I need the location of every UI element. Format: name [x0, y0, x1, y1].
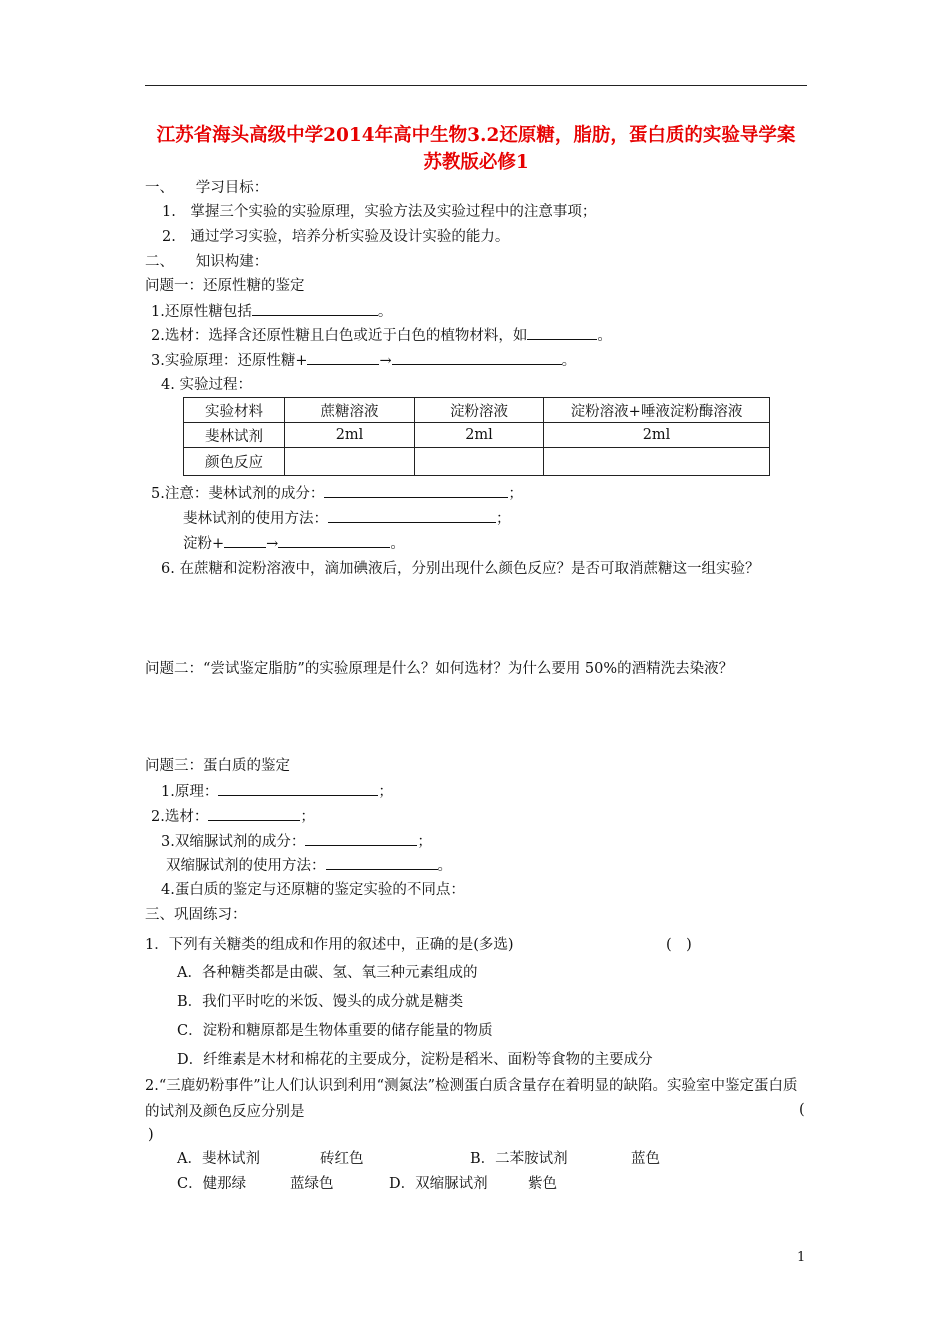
table-header-cell: 蔗糖溶液: [285, 398, 415, 423]
exercise2-option-c-color: 蓝绿色: [290, 1176, 334, 1192]
exercise2-option-d-color: 紫色: [528, 1176, 557, 1192]
exercise2-stem: 2.“三鹿奶粉事件”让人们认识到利用“测氮法”检测蛋白质含量存在着明显的缺陷。实验室中鉴定蛋白质的试剂及颜色反应分别是: [145, 1078, 798, 1120]
fill-blank[interactable]: [218, 781, 378, 796]
fill-blank[interactable]: [328, 508, 496, 523]
table-cell: 颜色反应: [184, 448, 285, 476]
question1-item-1: 1.还原性糖包括 。: [151, 301, 392, 322]
exercise2-option-b: B．二苯胺试剂: [470, 1151, 568, 1167]
table-cell[interactable]: [415, 448, 544, 476]
question3-title: 问题三：蛋白质的鉴定: [145, 758, 290, 774]
table-cell: 2ml: [415, 423, 544, 448]
fill-blank[interactable]: [224, 533, 266, 548]
question3-item-2: 2.选材： ；: [151, 806, 315, 827]
table-cell: 斐林试剂: [184, 423, 285, 448]
exercise1-answer-paren[interactable]: ( ): [666, 937, 692, 953]
question1-item-4: 4. 实验过程：: [161, 377, 252, 393]
fill-blank[interactable]: [305, 831, 417, 846]
exercise2-option-d: D．双缩脲试剂: [389, 1176, 488, 1192]
table-header-cell: 淀粉溶液: [415, 398, 544, 423]
fill-blank[interactable]: [392, 350, 562, 365]
objective-item-1: 1. 掌握三个实验的实验原理，实验方法及实验过程中的注意事项；: [162, 204, 597, 220]
fill-blank[interactable]: [324, 483, 508, 498]
question2: 问题二：“尝试鉴定脂肪”的实验原理是什么？如何选材？为什么要用 50%的酒精洗去染液？: [145, 661, 734, 677]
exercise1-option-c: C．淀粉和糖原都是生物体重要的储存能量的物质: [177, 1023, 493, 1039]
question1-item-2: 2.选材：选择含还原性糖且白色或近于白色的植物材料，如 。: [151, 325, 612, 346]
exercise2-option-c: C．健那绿: [177, 1176, 247, 1192]
exercise2-option-a: A．斐林试剂: [177, 1151, 260, 1167]
question1-item-3: 3.实验原理：还原性糖+ → 。: [151, 350, 576, 371]
header-rule: [145, 85, 807, 86]
table-cell[interactable]: [544, 448, 770, 476]
table-header-cell: 淀粉溶液+唾液淀粉酶溶液: [544, 398, 770, 423]
question3-item-1: 1.原理： ；: [161, 781, 393, 802]
exercise1-stem: 1．下列有关糖类的组成和作用的叙述中，正确的是(多选): [145, 937, 514, 953]
table-row: [184, 423, 770, 448]
section1-heading: 一、 学习目标：: [145, 180, 269, 196]
section2-heading: 二、 知识构建：: [145, 254, 269, 270]
question1-item-6: 6. 在蔗糖和淀粉溶液中，滴加碘液后，分别出现什么颜色反应？是否可取消蔗糖这一组实验？: [161, 561, 760, 577]
table-header-cell: 实验材料: [184, 398, 285, 423]
page-number: 1: [797, 1250, 806, 1265]
objective-item-2: 2. 通过学习实验，培养分析实验及设计实验的能力。: [162, 229, 510, 245]
exercise2-option-a-color: 砖红色: [320, 1151, 364, 1167]
table-cell[interactable]: [285, 448, 415, 476]
arrow-icon: →: [379, 353, 392, 369]
fill-blank[interactable]: [208, 806, 300, 821]
exercise2-option-b-color: 蓝色: [631, 1151, 660, 1167]
table-row: [184, 448, 770, 476]
exercise2-paren-close[interactable]: ): [148, 1127, 154, 1143]
section3-heading: 三、巩固练习：: [145, 907, 247, 923]
question3-item-4: 4.蛋白质的鉴定与还原糖的鉴定实验的不同点：: [161, 882, 465, 898]
exercise1-option-b: B．我们平时吃的米饭、馒头的成分就是糖类: [177, 994, 464, 1010]
document-title: 江苏省海头高级中学2014年高中生物3.2还原糖，脂肪，蛋白质的实验导学案 苏教版必修1: [156, 125, 796, 173]
fill-blank[interactable]: [278, 533, 390, 548]
question1-item-5b: 斐林试剂的使用方法： ；: [183, 508, 511, 529]
exercise1-option-a: A．各种糖类都是由碳、氢、氧三种元素组成的: [177, 965, 478, 981]
question1-item-5: 5.注意：斐林试剂的成分： ；: [151, 483, 523, 504]
fill-blank[interactable]: [326, 855, 438, 870]
arrow-icon: →: [266, 536, 279, 552]
table-header-row: [184, 398, 770, 423]
table-cell: 2ml: [285, 423, 415, 448]
question1-item-5c: 淀粉+ → 。: [183, 533, 405, 554]
question1-title: 问题一：还原性糖的鉴定: [145, 278, 305, 294]
exercise1-option-d: D．纤维素是木材和棉花的主要成分，淀粉是稻米、面粉等食物的主要成分: [177, 1052, 653, 1068]
question3-item-3: 3.双缩脲试剂的成分： ；: [161, 831, 432, 852]
fill-blank[interactable]: [527, 325, 597, 340]
fill-blank[interactable]: [252, 301, 378, 316]
exercise2-paren-open[interactable]: (: [799, 1102, 805, 1118]
fill-blank[interactable]: [307, 350, 379, 365]
experiment-table: [183, 397, 770, 476]
question3-item-3b: 双缩脲试剂的使用方法： 。: [166, 855, 452, 876]
table-cell: 2ml: [544, 423, 770, 448]
